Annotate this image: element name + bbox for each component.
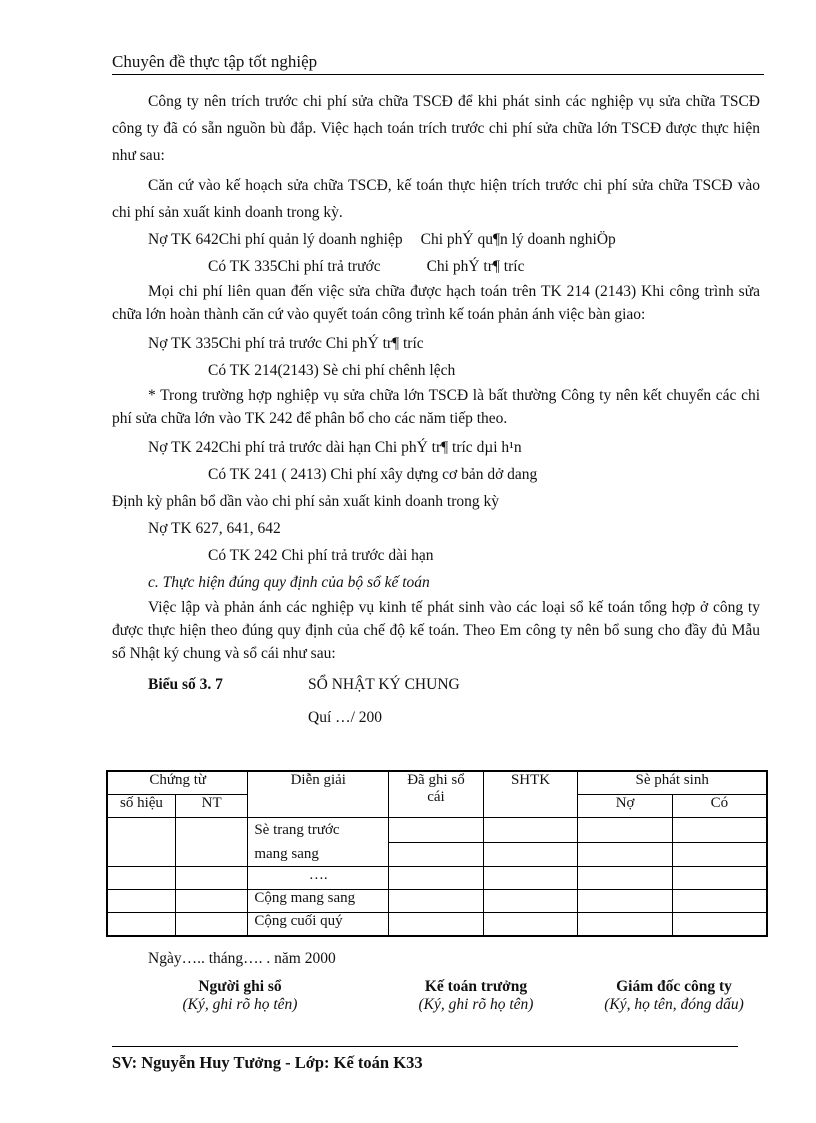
paragraph-repair-costs: Mọi chi phí liên quan đến việc sửa chữa được hạch toán trên TK 214 (2143) Khi công trình sửa chữa lớn hoàn thành căn cứ vào quyết toán công trình kế toán phản ánh việc bàn giao: [112, 283, 760, 323]
row-quarter-total: Cộng cuối quý [248, 913, 389, 937]
header-account: SHTK [483, 771, 578, 818]
signature-director [584, 978, 764, 1014]
entry-credit-242: Có TK 242 Chi phí trả trước dài hạn [208, 547, 434, 564]
row-brought-forward: Sè trang trước mang sang [248, 818, 389, 867]
entry-credit-335 [112, 253, 760, 280]
journal-table [106, 770, 768, 937]
signature-role: Người ghi sổ [198, 978, 282, 995]
table-row [107, 867, 767, 890]
entry-text: Có TK 335Chi phí trả trước [208, 258, 381, 275]
page-footer: SV: Nguyễn Huy Tưởng - Lớp: Kế toán K33 [112, 1046, 738, 1073]
paragraph-ledger: Việc lập và phản ánh các nghiệp vụ kinh tế phát sinh vào các loại sổ kế toán tổng hợp ở công ty được thực hiện theo đúng quy định của chế độ kế toán. Theo Em công ty nên bổ sung cho đầy đủ Mẫu sổ Nhật ký chung và sổ cái như sau: [112, 599, 760, 662]
entry-garbled: Chi phÝ qu¶n lý doanh nghiÖp [420, 231, 616, 248]
signature-note: (Ký, ghi rõ họ tên) [182, 996, 298, 1013]
signature-date: Ngày….. tháng…. . năm 2000 [148, 950, 336, 967]
signature-note: (Ký, ghi rõ họ tên) [418, 996, 534, 1013]
entry-garbled: Chi phÝ tr¶ tríc [426, 258, 525, 275]
form-title: SỔ NHẬT KÝ CHUNG [308, 676, 460, 693]
row-ellipsis: …. [248, 867, 389, 890]
entry-debit-242: Nợ TK 242Chi phí trả trước dài hạn Chi phÝ tr¶ tríc dµi h¹n [148, 439, 522, 456]
header-amount: Sè phát sinh [578, 771, 767, 795]
section-heading: c. Thực hiện đúng quy định của bộ sổ kế toán [148, 574, 430, 591]
header-date: NT [175, 795, 247, 818]
header-number: số hiệu [107, 795, 175, 818]
paragraph-accrual-intro: Công ty nên trích trước chi phí sửa chữa TSCĐ để khi phát sinh các nghiệp vụ sửa chữa TSCĐ công ty đã có sẵn nguồn bù đắp. Việc hạch toán trích trước chi phí sửa chữa lớn TSCĐ được thực hiện như sau: [112, 93, 760, 164]
paragraph-allocation: Định kỳ phân bổ dần vào chi phí sản xuất kinh doanh trong kỳ [112, 493, 500, 510]
header-voucher: Chứng từ [107, 771, 248, 795]
entry-credit-214: Có TK 214(2143) Sè chi phí chênh lệch [208, 362, 456, 379]
document-body [112, 88, 760, 738]
entry-debit-627: Nợ TK 627, 641, 642 [148, 520, 281, 537]
entry-debit-642 [112, 226, 760, 253]
signature-chief-accountant [396, 978, 556, 1014]
form-period: Quí …/ 200 [308, 709, 383, 726]
header-description: Diễn giải [248, 771, 389, 818]
table-row [107, 913, 767, 937]
paragraph-plan: Căn cứ vào kế hoạch sửa chữa TSCĐ, kế toán thực hiện trích trước chi phí sửa chữa TSCĐ vào chi phí sản xuất kinh doanh trong kỳ. [112, 177, 760, 221]
entry-debit-335: Nợ TK 335Chi phí trả trước Chi phÝ tr¶ tríc [148, 335, 424, 352]
signature-role: Kế toán trưởng [424, 978, 528, 995]
signature-recorder [160, 978, 320, 1014]
table-row [107, 890, 767, 913]
row-carried-forward: Cộng mang sang [248, 890, 389, 913]
paragraph-unusual: * Trong trường hợp nghiệp vụ sửa chữa lớn TSCĐ là bất thường Công ty nên kết chuyển các chi phí sửa chữa lớn vào TK 242 để phân bổ cho các năm tiếp theo. [112, 387, 760, 427]
table-row [107, 818, 767, 843]
page-header: Chuyên đề thực tập tốt nghiệp [112, 52, 764, 75]
header-debit: Nợ [578, 795, 673, 818]
form-code: Biểu số 3. 7 [148, 676, 223, 693]
signature-note: (Ký, họ tên, đóng dấu) [604, 996, 744, 1013]
header-credit: Có [672, 795, 767, 818]
header-posted: Đã ghi sổ cái [389, 771, 484, 818]
entry-credit-241: Có TK 241 ( 2413) Chi phí xây dựng cơ bản dở dang [208, 466, 538, 483]
signature-role: Giám đốc công ty [616, 978, 732, 995]
form-heading [112, 671, 760, 698]
entry-text: Nợ TK 642Chi phí quản lý doanh nghiệp [148, 231, 403, 248]
